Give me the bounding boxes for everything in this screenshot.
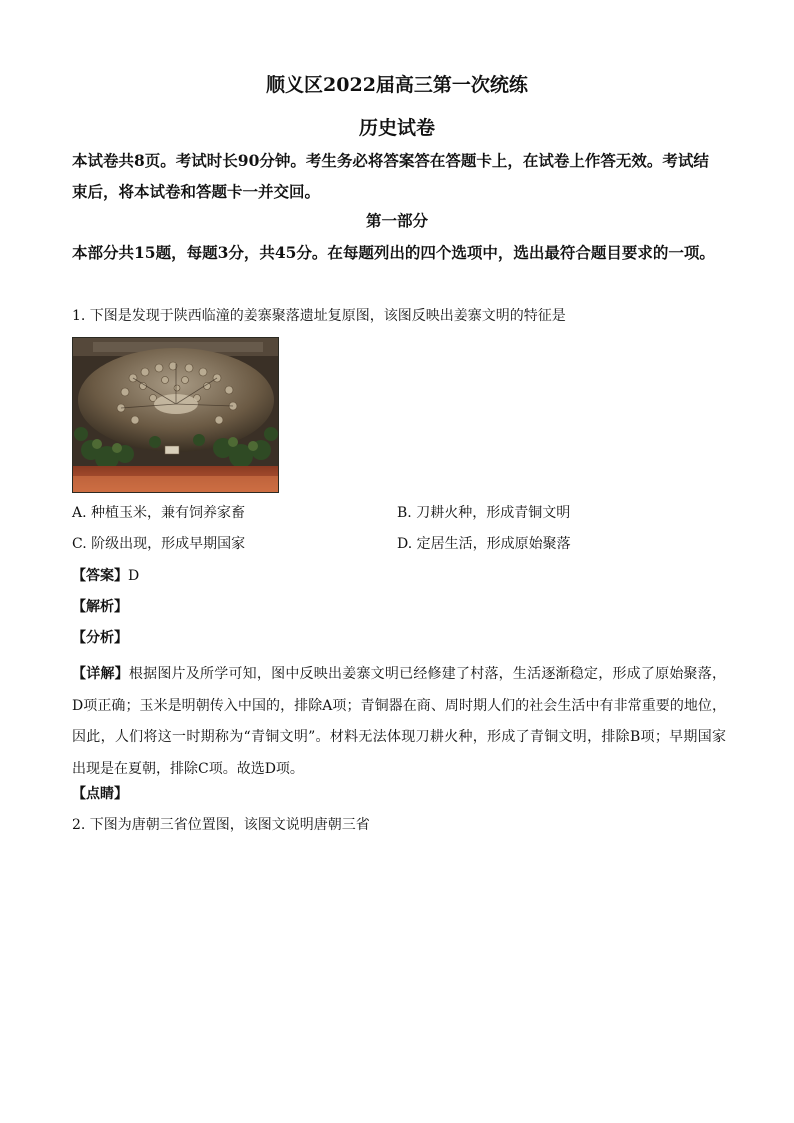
jiangzhai-settlement-photo	[72, 337, 279, 493]
option-c: C. 阶级出现，形成早期国家	[72, 536, 246, 552]
option-b: B. 刀耕火种，形成青铜文明	[397, 505, 571, 521]
question-2-stem: 2. 下图为唐朝三省位置图，该图文说明唐朝三省	[72, 817, 370, 833]
exam-title: 顺义区2022届高三第一次统练	[266, 74, 528, 96]
answer-label: 【答案】	[72, 568, 128, 584]
question-1-stem: 1. 下图是发现于陕西临潼的姜寨聚落遗址复原图，该图反映出姜寨文明的特征是	[72, 308, 566, 324]
jiangzhai-model-image	[73, 338, 278, 492]
dianjing-label: 【点睛】	[72, 786, 128, 802]
part-heading: 第一部分	[365, 211, 428, 230]
answer-line	[72, 566, 139, 586]
option-a: A. 种植玉米，兼有饲养家畜	[72, 505, 246, 521]
detail-text: 根据图片及所学可知，图中反映出姜寨文明已经修建了村落，生活逐渐稳定，形成了原始聚落，D项正确；玉米是明朝传入中国的，排除A项；青铜器在商、周时期人们的社会生活中有非常重要的地位，因此，人们将这一时期称为“青铜文明”。材料无法体现刀耕火种，形成了青铜文明，排除B项；早期国家出现是在夏朝，排除C项。故选D项。	[72, 666, 726, 777]
exam-instructions: 本试卷共8页。考试时长90分钟。考生务必将答案答在答题卡上，在试卷上作答无效。考试结束后，将本试卷和答题卡一并交回。	[72, 151, 709, 201]
answer-value: D	[128, 568, 140, 584]
part-description: 本部分共15题，每题3分，共45分。在每题列出的四个选项中，选出最符合题目要求的一项。	[72, 243, 715, 262]
detail-explanation	[72, 659, 726, 785]
fenxi-label: 【分析】	[72, 630, 128, 646]
detail-label: 【详解】	[72, 666, 129, 682]
option-d: D. 定居生活，形成原始聚落	[397, 536, 571, 552]
analysis-label: 【解析】	[72, 599, 128, 615]
exam-subtitle: 历史试卷	[358, 117, 435, 139]
